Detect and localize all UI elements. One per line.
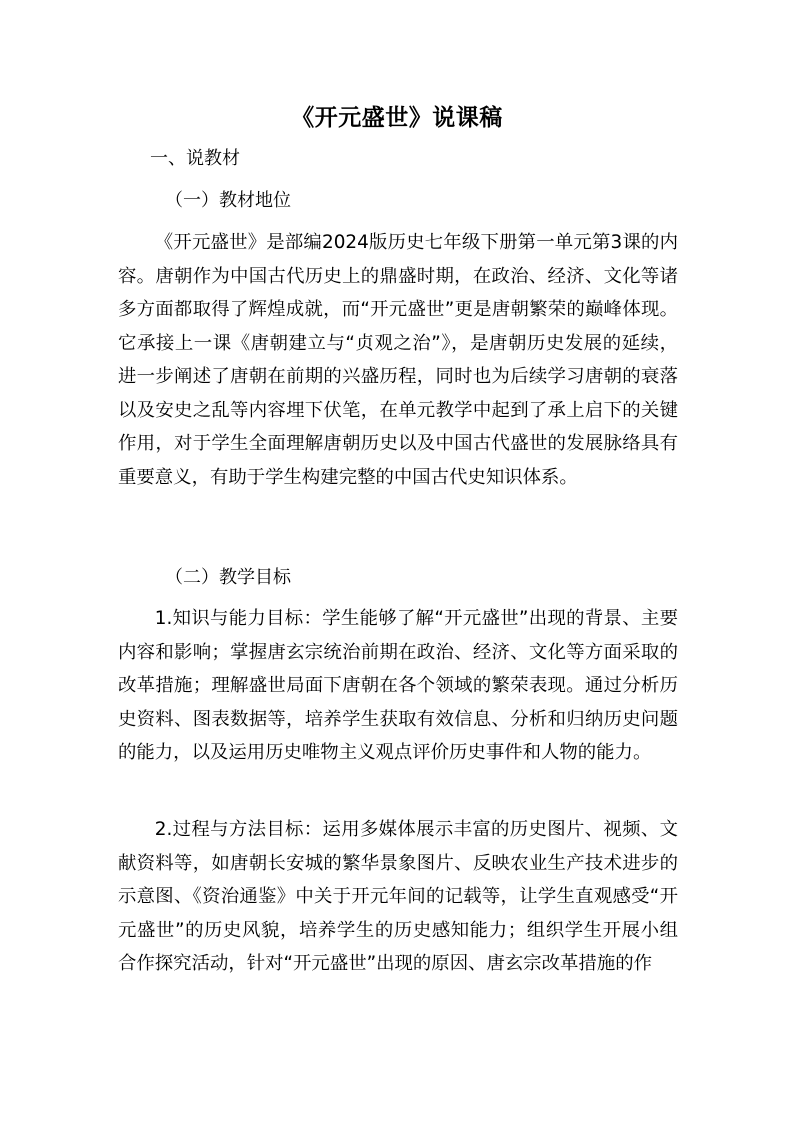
document-title: 《开元盛世》说课稿 [291,105,503,131]
paragraph-process-method-goal: 2.过程与方法目标：运用多媒体展示丰富的历史图片、视频、文献资料等，如唐朝长安城的繁华景象图片、反映农业生产技术进步的示意图、《资治通鉴》中关于开元年间的记载等，让学生直观感受“开元盛世”的历史风貌，培养学生的历史感知能力；组织学生开展小组合作探究活动，针对“开元盛世”出现的原因、唐玄宗改革措施的作 [118,819,678,974]
subsection-heading-teaching-goals: （二）教学目标 [165,567,291,588]
paragraph-knowledge-ability-goal: 1.知识与能力目标：学生能够了解“开元盛世”出现的背景、主要内容和影响；掌握唐玄宗统治前期在政治、经济、文化等方面采取的改革措施；理解盛世局面下唐朝在各个领域的繁荣表现。通过分析历史资料、图表数据等，培养学生获取有效信息、分析和归纳历史问题的能力，以及运用历史唯物主义观点评价历史事件和人物的能力。 [118,608,678,763]
paragraph-material-position: 《开元盛世》是部编2024版历史七年级下册第一单元第3课的内容。唐朝作为中国古代历史上的鼎盛时期，在政治、经济、文化等诸多方面都取得了辉煌成就，而“开元盛世”更是唐朝繁荣的巅峰体现。它承接上一课《唐朝建立与“贞观之治”》，是唐朝历史发展的延续，进一步阐述了唐朝在前期的兴盛历程，同时也为后续学习唐朝的衰落以及安史之乱等内容埋下伏笔，在单元教学中起到了承上启下的关键作用，对于学生全面理解唐朝历史以及中国古代盛世的发展脉络具有重要意义，有助于学生构建完整的中国古代史知识体系。 [118,232,678,488]
section-heading-teaching-material: 一、说教材 [150,148,240,169]
subsection-heading-material-position: （一）教材地位 [165,190,291,211]
